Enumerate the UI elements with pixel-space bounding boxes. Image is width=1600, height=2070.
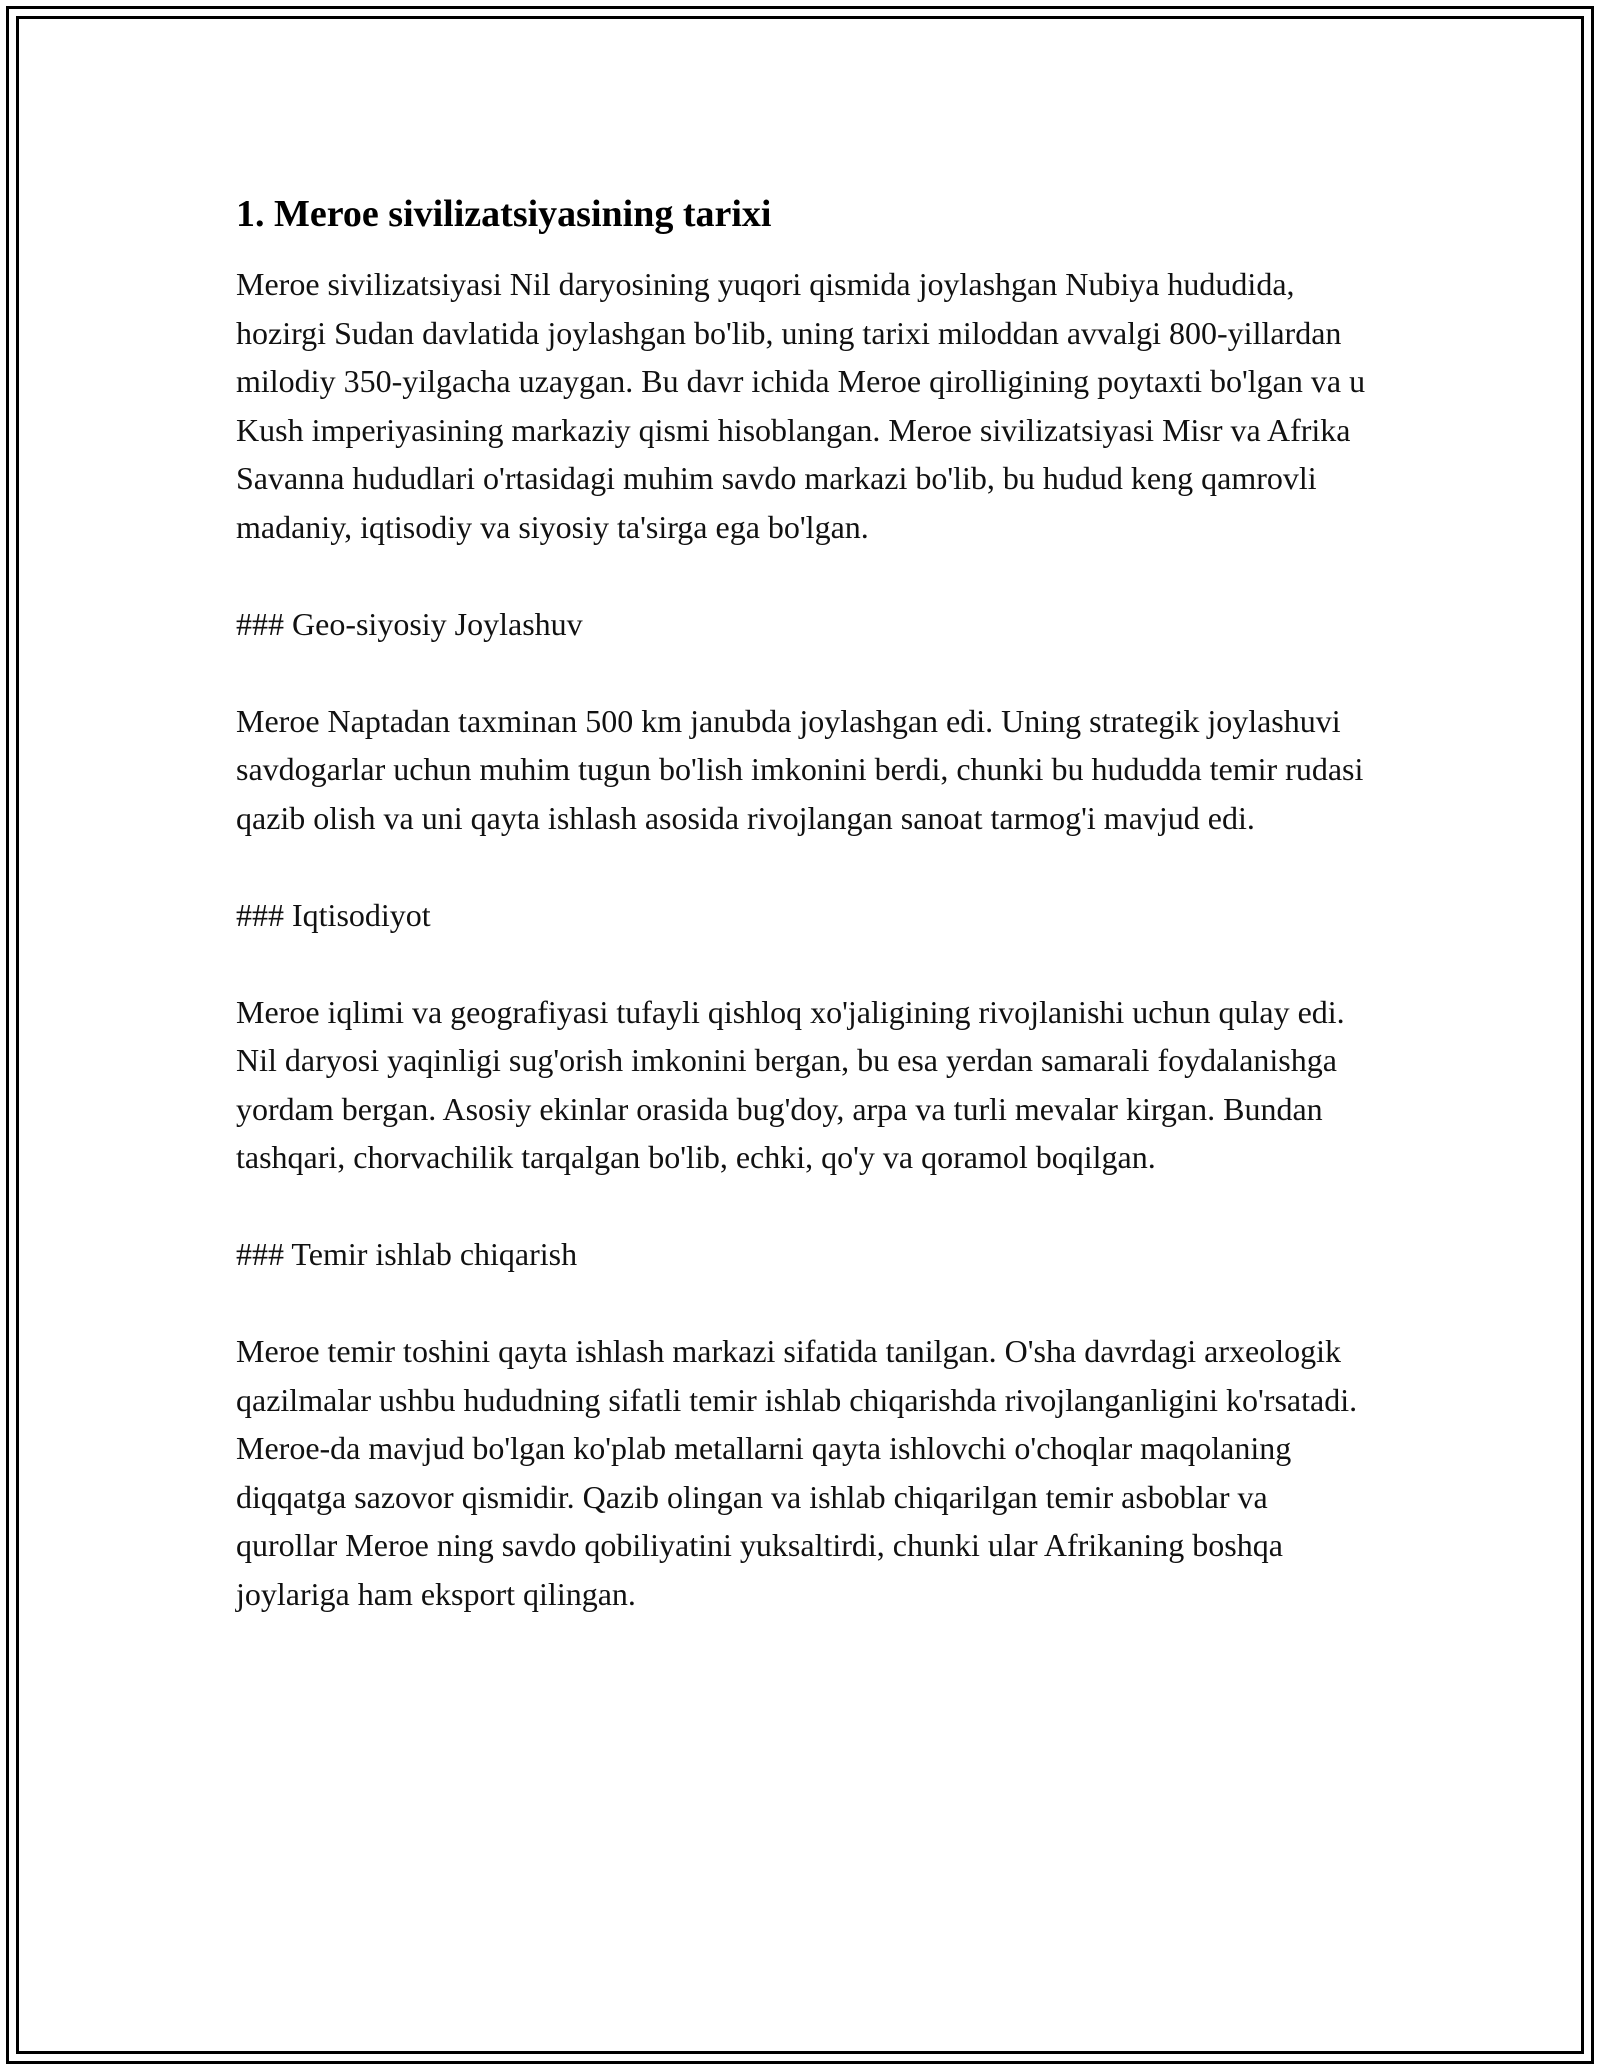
- paragraph-spacer: [236, 842, 1376, 891]
- section-heading-economy: ### Iqtisodiyot: [236, 896, 431, 933]
- section-text-iron: Meroe temir toshini qayta ishlash markazi sifatida tanilgan. O'sha davrdagi arxeologik qazilmalar ushbu hududning sifatli temir ishlab chiqarishda rivojlanganligini ko'rsatadi. Meroe-da mavjud bo'lgan ko'plab metallarni qayta ishlovchi o'choqlar maqolaning diqqatga sazovor qismidir. Qazib olingan va ishlab chiqarilgan temir asboblar va qurollar Meroe ning savdo qobiliyatini yuksaltirdi, chunki ular Afrikaning boshqa joylariga ham eksport qilingan.: [236, 1333, 1358, 1612]
- document-title: 1. Meroe sivilizatsiyasining tarixi: [236, 193, 772, 235]
- section-text-geo: Meroe Naptadan taxminan 500 km janubda joylashgan edi. Uning strategik joylashuvi savdogarlar uchun muhim tugun bo'lish imkonini berdi, chunki bu hududda temir rudasi qazib olish va uni qayta ishlash asosida rivojlangan sanoat tarmog'i mavjud edi.: [236, 702, 1364, 836]
- section-heading-iron: ### Temir ishlab chiqarish: [236, 1236, 578, 1272]
- paragraph-spacer: [236, 939, 1376, 988]
- section-heading-geo: ### Geo-siyosiy Joylashuv: [236, 605, 583, 642]
- paragraph-spacer: [236, 1279, 1376, 1328]
- paragraph-spacer: [236, 551, 1376, 600]
- section-text-economy: Meroe iqlimi va geografiyasi tufayli qishloq xo'jaligining rivojlanishi uchun qulay edi. Nil daryosi yaqinligi sug'orish imkonini bergan, bu esa yerdan samarali foydalanishga yordam bergan. Asosiy ekinlar orasida bug'doy, arpa va turli mevalar kirgan. Bundan tashqari, chorvachilik tarqalgan bo'lib, echki, qo'y va qoramol boqilgan.: [236, 993, 1345, 1175]
- paragraph-spacer: [236, 648, 1376, 697]
- document-body: [236, 190, 1376, 1618]
- intro-paragraph: Meroe sivilizatsiyasi Nil daryosining yuqori qismida joylashgan Nubiya hududida, hozirgi Sudan davlatida joylashgan bo'lib, uning tarixi miloddan avvalgi 800-yillardan milodiy 350-yilgacha uzaygan. Bu davr ichida Meroe qirolligining poytaxti bo'lgan va u Kush imperiyasining markaziy qismi hisoblangan. Meroe sivilizatsiyasi Misr va Afrika Savanna hududlari o'rtasidagi muhim savdo markazi bo'lib, bu hudud keng qamrovli madaniy, iqtisodiy va siyosiy ta'sirga ega bo'lgan.: [236, 266, 1366, 545]
- paragraph-spacer: [236, 1182, 1376, 1231]
